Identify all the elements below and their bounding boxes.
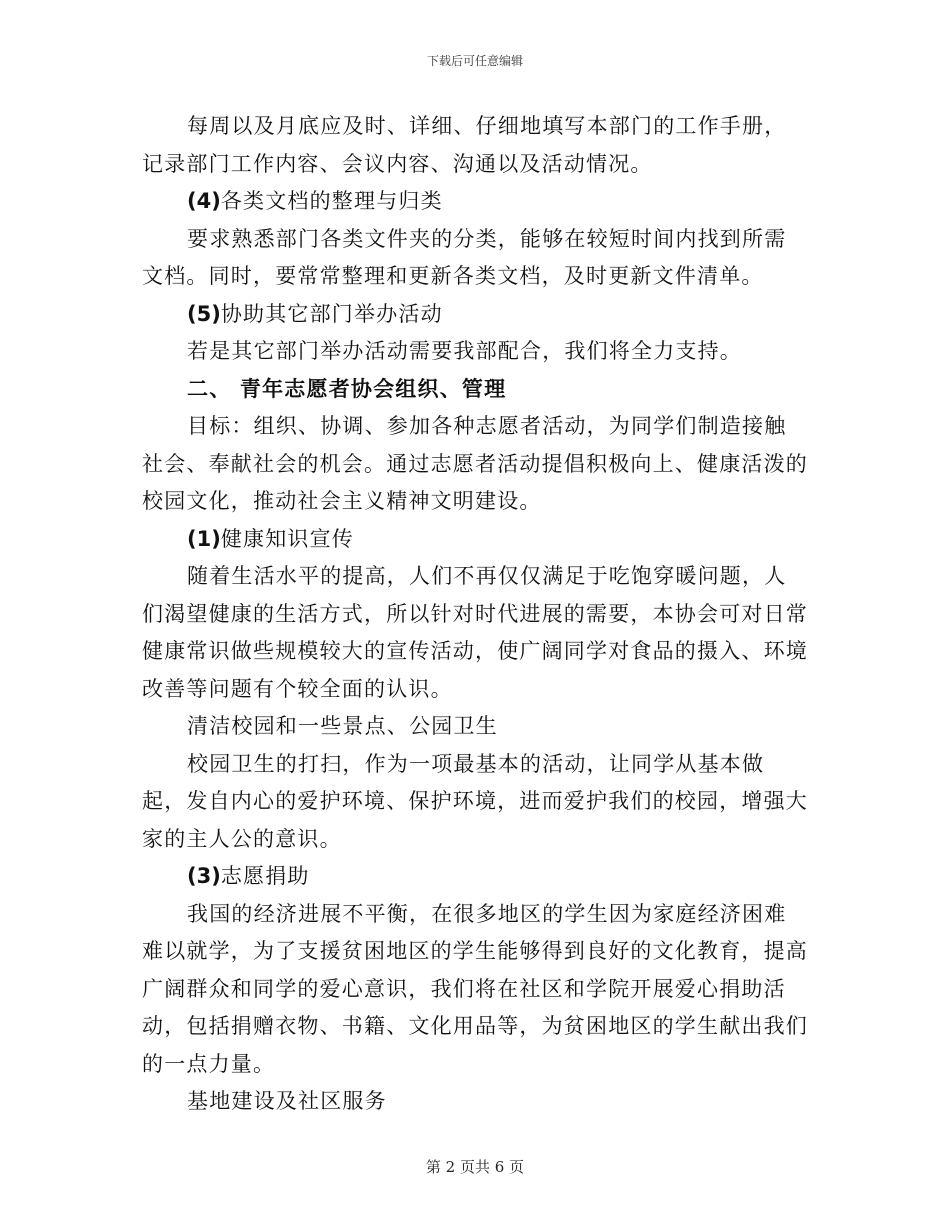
paragraph-campus: 校园卫生的打扫，作为一项最基本的活动，让同学从基本做起，发自内心的爱护环境、保护环境，进而爱护我们的校园，增强大家的主人公的意识。 — [142, 751, 808, 851]
item-number: (1) — [187, 526, 221, 551]
page-header: 下载后可任意编辑 — [426, 54, 523, 68]
item-heading-text: 各类文档的整理与归类 — [220, 189, 443, 213]
paragraph-work-manual: 每周以及月底应及时、详细、仔细地填写本部门的工作手册，记录部门工作内容、会议内容、沟通以及活动情况。 — [142, 114, 787, 176]
paragraph-documents: 要求熟悉部门各类文件夹的分类，能够在较短时间内找到所需文档。同时，要常常整理和更新各类文档，及时更新文件清单。 — [142, 226, 787, 288]
paragraph-assist: 若是其它部门举办活动需要我部配合，我们将全力支持。 — [187, 339, 742, 363]
item-heading-base: 基地建设及社区服务 — [187, 1089, 387, 1113]
item-heading-1 — [142, 521, 808, 559]
item-heading-text: 协助其它部门举办活动 — [220, 301, 443, 326]
paragraph-goal: 目标：组织、协调、参加各种志愿者活动，为同学们制造接触社会、奉献社会的机会。通过志愿者活动提倡积极向上、健康活泼的校园文化，推动社会主义精神文明建设。 — [142, 414, 808, 513]
item-heading-text: 健康知识宣传 — [220, 526, 355, 551]
item-heading-3 — [142, 858, 808, 896]
item-heading-5 — [142, 296, 808, 334]
item-heading-text: 志愿捐助 — [220, 864, 310, 888]
item-number: (4) — [187, 189, 221, 213]
page-footer: 第 2 页共 6 页 — [425, 1158, 525, 1176]
document-body — [142, 108, 808, 1121]
item-heading-clean: 清洁校园和一些景点、公园卫生 — [187, 714, 498, 738]
paragraph-donation: 我国的经济进展不平衡，在很多地区的学生因为家庭经济困难难以就学，为了支援贫困地区的学生能够得到良好的文化教育，提高广阔群众和同学的爱心意识，我们将在社区和学院开展爱心捐助活动，包括捐赠衣物、书籍、文化用品等，为贫困地区的学生献出我们的一点力量。 — [142, 901, 808, 1076]
item-number: (3) — [187, 864, 221, 888]
item-heading-4 — [142, 183, 808, 221]
paragraph-health: 随着生活水平的提高，人们不再仅仅满足于吃饱穿暖问题，人们渴望健康的生活方式，所以针对时代进展的需要，本协会可对日常健康常识做些规模较大的宣传活动，使广阔同学对食品的摄入、环境改善等问题有个较全面的认识。 — [142, 564, 808, 701]
section-heading-2: 二、 青年志愿者协会组织、管理 — [187, 376, 507, 401]
item-number: (5) — [187, 301, 221, 326]
